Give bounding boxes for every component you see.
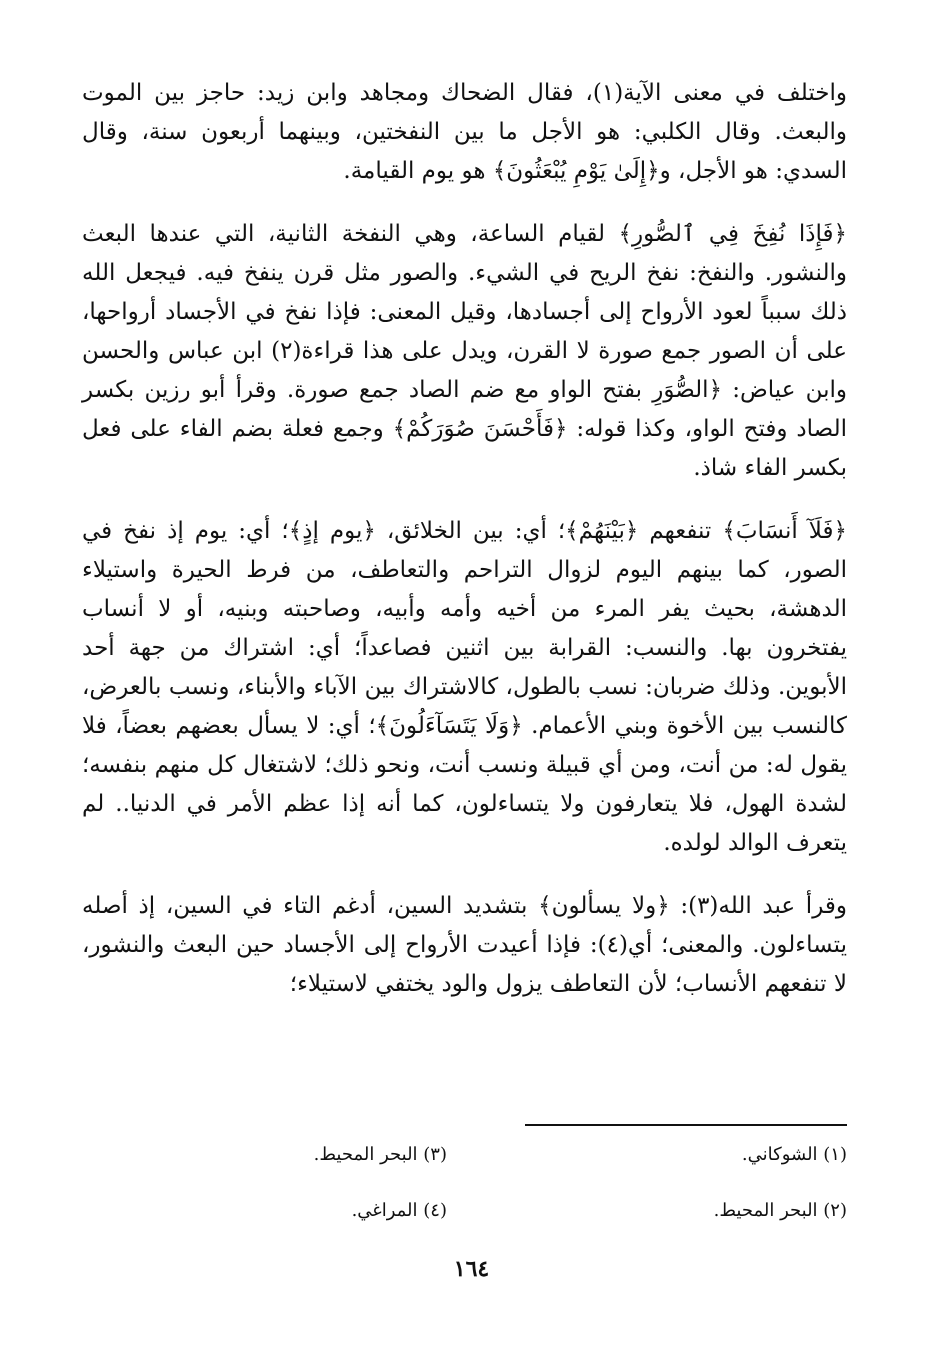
paragraph-1: واختلف في معنى الآية(١)، فقال الضحاك ومجاهد وابن زيد: حاجز بين الموت والبعث. وقال الكلبي: هو الأجل ما بين النفختين، وبينهما أربعون سنة، وقال السدي: هو الأجل، و﴿إِلَىٰ يَوْمِ يُبْعَثُونَ﴾ هو يوم القيامة. xyxy=(82,80,847,184)
paragraph-4: وقرأ عبد الله(٣): ﴿ولا يسألون﴾ بتشديد السين، أدغم التاء في السين، إذ أصله يتساءلون. والمعنى؛ أي(٤): فإذا أعيدت الأرواح إلى الأجساد حين البعث والنشور، لا تنفعهم الأنساب؛ لأن التعاطف يزول والود يختفي لاستيلاء؛ xyxy=(82,893,847,997)
footnote-3: (٣) البحر المحيط. xyxy=(313,1144,447,1165)
footnote-4: (٤) المراغي. xyxy=(351,1200,447,1221)
paragraph-2: ﴿فَإِذَا نُفِخَ فِي ٱلصُّورِ﴾ لقيام الساعة، وهي النفخة الثانية، التي عندها البعث والنشور. والنفخ: نفخ الريح في الشيء. والصور مثل قرن ينفخ فيه. فيجعل الله ذلك سبباً لعود الأرواح إلى أجسادها، وقيل المعنى: فإذا نفخ في الأجساد أرواحها، على أن الصور جمع صورة لا القرن، ويدل على هذا قراءة(٢) ابن عباس والحسن وابن عياض: ﴿الصُّوَرِ بفتح الواو مع ضم الصاد جمع صورة. وقرأ أبو رزين بكسر الصاد وفتح الواو، وكذا قوله: ﴿فَأَحْسَنَ صُوَرَكُمْ﴾ وجمع فعلة بضم الفاء على فعل بكسر الفاء شاذ. xyxy=(82,221,847,481)
footnotes xyxy=(287,1134,847,1244)
footnote-divider xyxy=(525,1124,847,1126)
body-text xyxy=(82,74,847,1028)
paragraph-3: ﴿فَلَآ أَنسَابَ﴾ تنفعهم ﴿بَيْنَهُمْ﴾؛ أي: بين الخلائق، ﴿يوم إذٍ﴾؛ أي: يوم إذ نفخ في الصور، كما بينهم اليوم لزوال التراحم والتعاطف، من فرط الحيرة واستيلاء الدهشة، بحيث يفر المرء من أخيه وأمه وأبيه، وصاحبته وبنيه، أو لا أنساب يفتخرون بها. والنسب: القرابة بين اثنين فصاعداً؛ أي: اشتراك من جهة أحد الأبوين. وذلك ضربان: نسب بالطول، كالاشتراك بين الآباء والأبناء، ونسب بالعرض، كالنسب بين الأخوة وبني الأعمام. ﴿وَلَا يَتَسَآءَلُونَ﴾؛ أي: لا يسأل بعضهم بعضاً، فلا يقول له: من أنت، ومن أي قبيلة ونسب أنت، ونحو ذلك؛ لاشتغال كل منهم بنفسه؛ لشدة الهول، فلا يتعارفون ولا يتساءلون، كما أنه إذا عظم الأمر في الدنيا.. لم يتعرف الوالد لولده. xyxy=(82,518,847,856)
footnote-1: (١) الشوكاني. xyxy=(741,1144,847,1165)
page-number: ١٦٤ xyxy=(453,1256,490,1282)
footnote-2: (٢) البحر المحيط. xyxy=(713,1200,847,1221)
